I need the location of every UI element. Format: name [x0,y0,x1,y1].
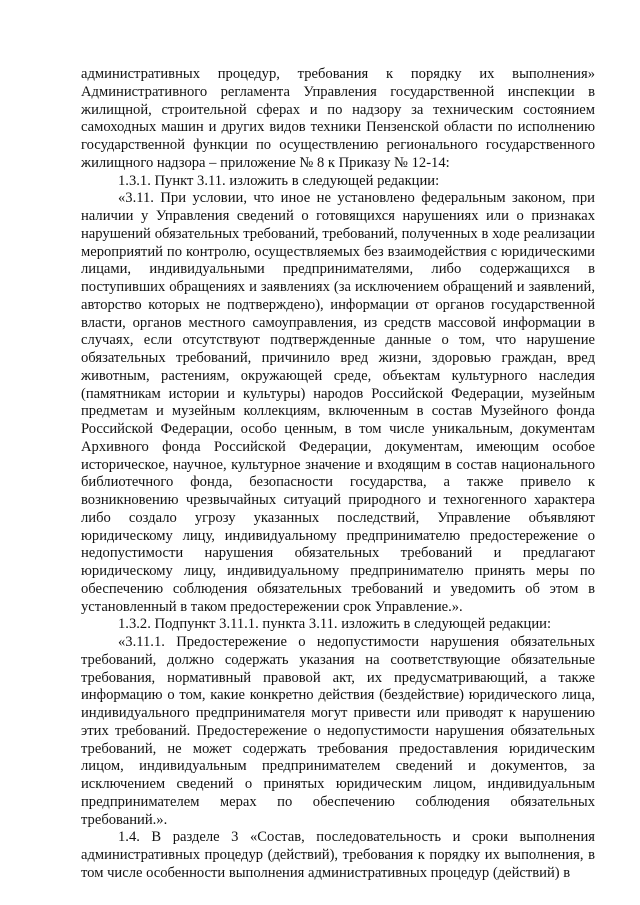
paragraph-item-1-4: 1.4. В разделе 3 «Состав, последовательность и сроки выполнения административных процедур (действий), требования к порядку их выполнения, в том числе особенности выполнения административных процедур (действий) в [81,829,595,881]
paragraph-item-1-3-1: 1.3.1. Пункт 3.11. изложить в следующей редакции: [118,172,440,189]
paragraph-intro: административных процедур, требования к порядку их выполнения» Административного регламента Управления государственной инспекции в жилищной, строительной сферах и по надзору за техническим состоянием самоходных машин и других видов техники Пензенской области по исполнению государственной функции по осуществлению регионального государственного жилищного надзора – приложение № 8 к Приказу № 12-14: [81,66,595,171]
paragraph-item-1-3-2: 1.3.2. Подпункт 3.11.1. пункта 3.11. изложить в следующей редакции: [118,616,552,633]
paragraph-clause-3-11-1: «3.11.1. Предостережение о недопустимости нарушения обязательных требований, должно содержать указания на соответствующие обязательные требования, нормативный правовой акт, их предусматривающий, а также информацию о том, какие конкретно действия (бездействие) юридического лица, индивидуального предпринимателя могут привести или приводят к нарушению этих требований. Предостережение о недопустимости нарушения обязательных требований, не может содержать требования предоставления юридическим лицом, индивидуальным предпринимателем сведений и документов, за исключением сведений о принятых юридическим лицом, индивидуальным предпринимателем мерах по обеспечению соблюдения обязательных требований.». [81,634,595,828]
document-page [81,66,595,883]
paragraph-clause-3-11: «3.11. При условии, что иное не установлено федеральным законом, при наличии у Управления сведений о готовящихся нарушениях или о признаках нарушений обязательных требований, требований, полученных в ходе реализации мероприятий по контролю, осуществляемых без взаимодействия с юридическими лицами, индивидуальными предпринимателями, либо содержащихся в поступивших обращениях и заявлениях (за исключением обращений и заявлений, авторство которых не подтверждено), информации от органов государственной власти, органов местного самоуправления, из средств массовой информации в случаях, если отсутствуют подтвержденные данные о том, что нарушение обязательных требований, причинило вред жизни, здоровью граждан, вред животным, растениям, окружающей среде, объектам культурного наследия (памятникам истории и культуры) народов Российской Федерации, музейным предметам и музейным коллекциям, включенным в состав Музейного фонда Российской Федерации, особо ценным, в том числе уникальным, документам Архивного фонда Российской Федерации, документам, имеющим особое историческое, научное, культурное значение и входящим в состав национального библиотечного фонда, безопасности государства, а также привело к возникновению чрезвычайных ситуаций природного и техногенного характера либо создало угрозу указанных последствий, Управление объявляют юридическому лицу, индивидуальному предпринимателю предостережение о недопустимости нарушения обязательных требований и предлагают юридическому лицу, индивидуальному предпринимателю принять меры по обеспечению соблюдения обязательных требований и уведомить об этом в установленный в таком предостережении срок Управление.». [81,190,595,615]
